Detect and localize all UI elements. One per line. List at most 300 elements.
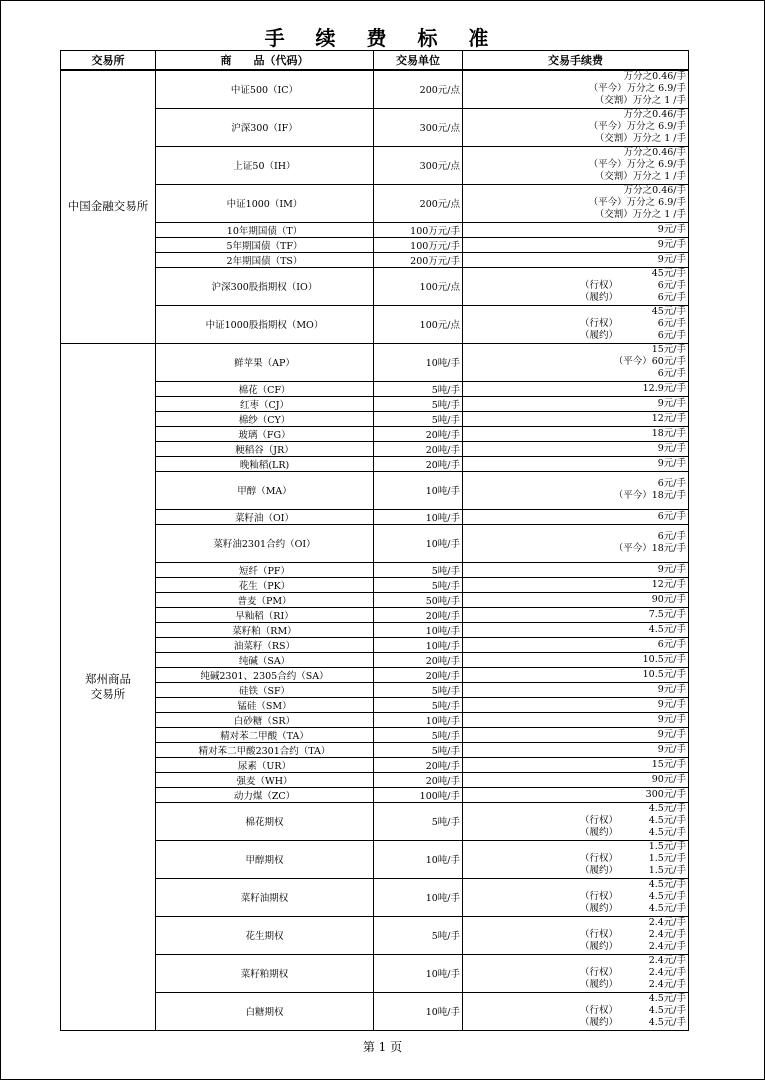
fee-cell [463, 840, 689, 878]
product-cell: 菜籽粕（RM） [156, 622, 374, 637]
table-row [61, 916, 689, 954]
fee-value: 4.5元/手 [648, 815, 686, 826]
fee-value: 9元/手 [657, 683, 686, 695]
fee-cell [463, 108, 689, 146]
fee-cell [463, 471, 689, 509]
fee-tag [465, 254, 658, 266]
fee-value: 45元/手 [651, 268, 686, 279]
fee-line [465, 280, 686, 292]
fee-tag [465, 543, 614, 555]
product-cell: 中证500（IC） [156, 70, 374, 108]
unit-cell: 20吨/手 [374, 426, 463, 441]
fee-value: 4.5元/手 [648, 891, 686, 902]
fee-value: （平今）万分之 6.9/手 [588, 197, 686, 208]
fee-value: 4.5元/手 [648, 1005, 686, 1016]
fee-line [465, 1017, 686, 1029]
fee-value: （交割）万分之 1 /手 [594, 171, 686, 182]
table-row [61, 840, 689, 878]
fee-value: 2.4元/手 [648, 917, 686, 928]
fee-line [465, 413, 686, 425]
unit-cell: 100吨/手 [374, 787, 463, 802]
fee-cell [463, 146, 689, 184]
unit-cell: 300元/点 [374, 108, 463, 146]
fee-tag [465, 624, 649, 636]
table-row [61, 697, 689, 712]
fee-line [465, 699, 686, 711]
fee-cell [463, 878, 689, 916]
table-row [61, 667, 689, 682]
unit-cell: 100元/点 [374, 305, 463, 343]
fee-value: 6元/手 [657, 510, 686, 522]
fee-tag [465, 879, 649, 891]
product-cell: 锰硅（SM） [156, 697, 374, 712]
fee-tag [465, 729, 658, 741]
unit-cell: 5吨/手 [374, 396, 463, 411]
table-row [61, 471, 689, 509]
fee-tag: （履约） [580, 979, 619, 990]
fee-tag: （履约） [580, 941, 619, 952]
fee-tag [465, 239, 658, 251]
fee-value: （平今）60元/手 [613, 356, 686, 367]
fee-tag [465, 413, 652, 425]
fee-tag [465, 109, 624, 121]
fee-tag: （履约） [580, 1017, 619, 1028]
fee-cell [463, 396, 689, 411]
fee-line [465, 669, 686, 681]
fee-value: 12元/手 [651, 578, 686, 590]
fee-line [465, 239, 686, 251]
fee-cell [463, 954, 689, 992]
fee-tag [465, 917, 649, 929]
fee-line [465, 1005, 686, 1017]
fee-value: 18元/手 [651, 427, 686, 439]
product-cell: 中证1000股指期权（MO） [156, 305, 374, 343]
fee-line [465, 564, 686, 576]
fee-value: 2.4元/手 [648, 955, 686, 966]
fee-cell [463, 607, 689, 622]
unit-cell: 10吨/手 [374, 637, 463, 652]
fee-cell [463, 305, 689, 343]
fee-cell [463, 802, 689, 840]
fee-value: 万分之0.46/手 [623, 147, 686, 158]
fee-line [465, 594, 686, 606]
fee-tag [465, 478, 658, 490]
product-cell: 2年期国债（TS） [156, 252, 374, 267]
fee-line [465, 543, 686, 555]
table-row [61, 146, 689, 184]
fee-line [465, 318, 686, 330]
fee-tag: （履约） [580, 827, 619, 838]
fee-tag [465, 803, 649, 815]
fee-cell [463, 524, 689, 562]
unit-cell: 10吨/手 [374, 509, 463, 524]
fee-value: 9元/手 [657, 713, 686, 725]
header-product: 商 品（代码） [156, 51, 374, 71]
fee-value: 万分之0.46/手 [623, 71, 686, 83]
product-cell: 10年期国债（T） [156, 222, 374, 237]
product-cell: 棉花期权 [156, 802, 374, 840]
fee-line [465, 955, 686, 967]
fee-tag [465, 197, 589, 209]
product-cell: 甲醇期权 [156, 840, 374, 878]
fee-line [465, 330, 686, 342]
fee-line [465, 458, 686, 470]
fee-line [465, 609, 686, 621]
fee-value: 15元/手 [651, 344, 686, 355]
fee-line [465, 292, 686, 304]
table-row [61, 108, 689, 146]
table-row [61, 381, 689, 396]
fee-tag [465, 147, 624, 159]
fee-line [465, 941, 686, 953]
unit-cell: 5吨/手 [374, 577, 463, 592]
fee-value: 7.5元/手 [648, 608, 686, 620]
product-cell: 鲜苹果（AP） [156, 343, 374, 381]
fee-tag: （行权） [580, 853, 619, 864]
fee-value: 4.5元/手 [648, 827, 686, 838]
fee-tag [465, 684, 658, 696]
fee-cell [463, 267, 689, 305]
fee-tag [465, 654, 643, 666]
fee-line [465, 511, 686, 523]
table-row [61, 787, 689, 802]
fee-value: 2.4元/手 [648, 979, 686, 990]
fee-tag [465, 368, 658, 380]
fee-tag [465, 458, 658, 470]
fee-cell [463, 252, 689, 267]
fee-tag [465, 356, 614, 368]
unit-cell: 10吨/手 [374, 992, 463, 1030]
product-cell: 菜籽粕期权 [156, 954, 374, 992]
fee-line [465, 159, 686, 171]
fee-cell [463, 772, 689, 787]
fee-cell [463, 426, 689, 441]
product-cell: 甲醇（MA） [156, 471, 374, 509]
product-cell: 花生（PK） [156, 577, 374, 592]
fee-tag [465, 531, 658, 543]
table-row [61, 343, 689, 381]
fee-line [465, 109, 686, 121]
fee-cell [463, 441, 689, 456]
table-row [61, 267, 689, 305]
fee-value: 6元/手 [657, 638, 686, 650]
product-cell: 强麦（WH） [156, 772, 374, 787]
fee-value: （交割）万分之 1 /手 [594, 95, 686, 107]
fee-line [465, 879, 686, 891]
fee-tag: （行权） [580, 815, 619, 826]
fee-value: 4.5元/手 [648, 1017, 686, 1028]
fee-tag: （履约） [580, 865, 619, 876]
table-row [61, 727, 689, 742]
fee-tag [465, 955, 649, 967]
fee-cell [463, 562, 689, 577]
fee-tag [465, 398, 658, 410]
unit-cell: 10吨/手 [374, 840, 463, 878]
fee-value: （平今）万分之 6.9/手 [588, 159, 686, 170]
fee-tag [465, 699, 658, 711]
fee-value: 2.4元/手 [648, 941, 686, 952]
fee-value: 12元/手 [651, 412, 686, 424]
fee-line [465, 268, 686, 280]
fee-tag [465, 993, 649, 1005]
fee-tag [465, 579, 652, 591]
product-cell: 花生期权 [156, 916, 374, 954]
fee-value: （平今）18元/手 [613, 543, 686, 554]
fee-line [465, 744, 686, 756]
product-cell: 棉纱（CY） [156, 411, 374, 426]
fee-table [60, 50, 689, 1031]
table-row [61, 222, 689, 237]
fee-cell [463, 992, 689, 1030]
unit-cell: 10吨/手 [374, 712, 463, 727]
table-row [61, 396, 689, 411]
fee-value: 9元/手 [657, 223, 686, 235]
fee-value: 6元/手 [657, 292, 686, 303]
header-exchange: 交易所 [61, 51, 156, 71]
fee-value: 45元/手 [651, 306, 686, 317]
fee-value: 4.5元/手 [648, 993, 686, 1004]
fee-value: 6元/手 [657, 280, 686, 291]
table-row [61, 411, 689, 426]
fee-cell [463, 222, 689, 237]
fee-line [465, 827, 686, 839]
fee-line [465, 478, 686, 490]
fee-tag: （履约） [580, 903, 619, 914]
unit-cell: 200元/点 [374, 184, 463, 222]
unit-cell: 20吨/手 [374, 772, 463, 787]
fee-value: 10.5元/手 [642, 653, 686, 665]
fee-line [465, 224, 686, 236]
fee-tag [465, 224, 658, 236]
product-cell: 晚籼稻(LR) [156, 456, 374, 471]
table-row [61, 622, 689, 637]
fee-tag [465, 185, 624, 197]
fee-value: 2.4元/手 [648, 967, 686, 978]
table-row [61, 577, 689, 592]
fee-tag [465, 789, 646, 801]
unit-cell: 10吨/手 [374, 622, 463, 637]
fee-value: 9元/手 [657, 743, 686, 755]
fee-value: （平今）18元/手 [613, 490, 686, 501]
unit-cell: 20吨/手 [374, 607, 463, 622]
fee-tag [465, 344, 652, 356]
fee-line [465, 356, 686, 368]
fee-line [465, 443, 686, 455]
fee-line [465, 344, 686, 356]
fee-value: 4.5元/手 [648, 903, 686, 914]
product-cell: 红枣（CJ） [156, 396, 374, 411]
fee-value: 9元/手 [657, 698, 686, 710]
fee-value: 9元/手 [657, 238, 686, 250]
product-cell: 白糖期权 [156, 992, 374, 1030]
table-row [61, 456, 689, 471]
header-fee: 交易手续费 [463, 51, 689, 71]
table-header-row [61, 51, 689, 71]
fee-tag: （履约） [580, 330, 619, 341]
fee-line [465, 684, 686, 696]
fee-tag [465, 511, 658, 523]
fee-value: 300元/手 [645, 788, 686, 800]
product-cell: 粳稻谷（JR） [156, 441, 374, 456]
fee-value: 4.5元/手 [648, 803, 686, 814]
fee-value: 12.9元/手 [642, 382, 686, 394]
fee-cell [463, 237, 689, 252]
table-row [61, 441, 689, 456]
fee-value: 9元/手 [657, 442, 686, 454]
fee-line [465, 579, 686, 591]
unit-cell: 10吨/手 [374, 524, 463, 562]
fee-line [465, 133, 686, 145]
product-cell: 油菜籽（RS） [156, 637, 374, 652]
fee-value: 10.5元/手 [642, 668, 686, 680]
product-cell: 精对苯二甲酸（TA） [156, 727, 374, 742]
product-cell: 沪深300（IF） [156, 108, 374, 146]
fee-line [465, 428, 686, 440]
fee-tag: （行权） [580, 891, 619, 902]
fee-value: 15元/手 [651, 758, 686, 770]
unit-cell: 5吨/手 [374, 697, 463, 712]
unit-cell: 50吨/手 [374, 592, 463, 607]
fee-value: 90元/手 [651, 593, 686, 605]
fee-value: 6元/手 [657, 531, 686, 542]
product-cell: 尿素（UR） [156, 757, 374, 772]
table-row [61, 757, 689, 772]
unit-cell: 5吨/手 [374, 802, 463, 840]
table-row [61, 509, 689, 524]
fee-line [465, 209, 686, 221]
fee-tag: （行权） [580, 318, 619, 329]
table-row [61, 954, 689, 992]
unit-cell: 20吨/手 [374, 456, 463, 471]
table-row [61, 802, 689, 840]
fee-value: 9元/手 [657, 563, 686, 575]
unit-cell: 5吨/手 [374, 727, 463, 742]
unit-cell: 100万元/手 [374, 237, 463, 252]
unit-cell: 5吨/手 [374, 411, 463, 426]
fee-tag [465, 121, 589, 133]
unit-cell: 10吨/手 [374, 878, 463, 916]
fee-cell [463, 381, 689, 396]
fee-tag [465, 609, 649, 621]
product-cell: 精对苯二甲酸2301合约（TA） [156, 742, 374, 757]
fee-value: 4.5元/手 [648, 879, 686, 890]
fee-tag [465, 171, 595, 183]
table-row [61, 772, 689, 787]
table-row [61, 70, 689, 108]
fee-tag [465, 639, 658, 651]
fee-line [465, 490, 686, 502]
fee-cell [463, 697, 689, 712]
fee-tag [465, 443, 658, 455]
fee-line [465, 95, 686, 107]
fee-value: 90元/手 [651, 773, 686, 785]
fee-cell [463, 727, 689, 742]
fee-line [465, 903, 686, 915]
product-cell: 菜籽油期权 [156, 878, 374, 916]
fee-cell [463, 592, 689, 607]
fee-value: 4.5元/手 [648, 623, 686, 635]
exchange-cell: 中国金融交易所 [61, 70, 156, 343]
unit-cell: 100万元/手 [374, 222, 463, 237]
table-row [61, 252, 689, 267]
table-row [61, 184, 689, 222]
table-row [61, 562, 689, 577]
fee-cell [463, 916, 689, 954]
fee-line [465, 121, 686, 133]
product-cell: 动力煤（ZC） [156, 787, 374, 802]
fee-value: 6元/手 [657, 318, 686, 329]
table-row [61, 305, 689, 343]
fee-tag [465, 759, 652, 771]
unit-cell: 10吨/手 [374, 343, 463, 381]
fee-tag [465, 744, 658, 756]
fee-cell [463, 637, 689, 652]
fee-cell [463, 712, 689, 727]
fee-value: （交割）万分之 1 /手 [594, 133, 686, 144]
product-cell: 玻璃（FG） [156, 426, 374, 441]
table-row [61, 592, 689, 607]
table-row [61, 607, 689, 622]
fee-tag [465, 594, 652, 606]
fee-cell [463, 652, 689, 667]
unit-cell: 5吨/手 [374, 682, 463, 697]
fee-tag: （履约） [580, 292, 619, 303]
fee-cell [463, 70, 689, 108]
fee-line [465, 306, 686, 318]
fee-value: 万分之0.46/手 [623, 185, 686, 196]
fee-line [465, 83, 686, 95]
fee-line [465, 624, 686, 636]
table-row [61, 652, 689, 667]
product-cell: 白砂糖（SR） [156, 712, 374, 727]
fee-line [465, 368, 686, 380]
fee-value: 1.5元/手 [648, 853, 686, 864]
fee-value: 1.5元/手 [648, 865, 686, 876]
fee-tag [465, 428, 652, 440]
product-cell: 中证1000（IM） [156, 184, 374, 222]
unit-cell: 100元/点 [374, 267, 463, 305]
product-cell: 硅铁（SF） [156, 682, 374, 697]
fee-line [465, 171, 686, 183]
fee-line [465, 841, 686, 853]
fee-tag [465, 841, 649, 853]
fee-cell [463, 757, 689, 772]
fee-line [465, 815, 686, 827]
fee-tag [465, 95, 595, 107]
fee-tag [465, 714, 658, 726]
unit-cell: 5吨/手 [374, 381, 463, 396]
fee-line [465, 803, 686, 815]
fee-line [465, 197, 686, 209]
product-cell: 菜籽油（OI） [156, 509, 374, 524]
fee-line [465, 774, 686, 786]
fee-value: 6元/手 [657, 368, 686, 379]
page-title: 手 续 费 标 准 [264, 26, 501, 50]
fee-cell [463, 622, 689, 637]
fee-cell [463, 411, 689, 426]
product-cell: 棉花（CF） [156, 381, 374, 396]
fee-line [465, 865, 686, 877]
table-row [61, 742, 689, 757]
fee-cell [463, 456, 689, 471]
product-cell: 5年期国债（TF） [156, 237, 374, 252]
fee-line [465, 917, 686, 929]
product-cell: 菜籽油2301合约（OI） [156, 524, 374, 562]
fee-tag [465, 159, 589, 171]
fee-tag: （行权） [580, 280, 619, 291]
fee-value: 1.5元/手 [648, 841, 686, 852]
unit-cell: 200元/点 [374, 70, 463, 108]
